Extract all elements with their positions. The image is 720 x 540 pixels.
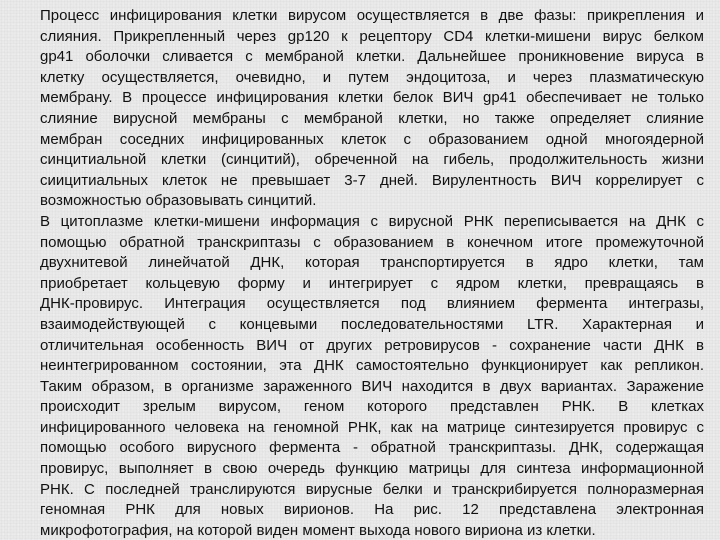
text-line: Таким образом, в организме зараженного ВИЧ находится в двух вариантах. Заражение [40, 377, 704, 395]
text-line: слияния. Прикрепленный через gp120 к рецептору CD4 клетки-мишени вирус белком [40, 27, 704, 45]
text-line: сиицитиальных клеток не превышает 3-7 дней. Вирулентность ВИЧ коррелирует с [40, 171, 704, 189]
text-line: РНК. С последней транслируются вирусные белки и транскрибируется полноразмерная [40, 480, 704, 498]
paragraph-infection-phases [40, 6, 704, 212]
text-line: синцитиальной клетки (синцитий), обреченной на гибель, продолжительность жизни [40, 151, 704, 169]
text-line: помощью особого вирусного фермента - обратной транскриптазы. ДНК, содержащая [40, 439, 704, 457]
text-line: gp41 оболочки сливается с мембраной клетки. Дальнейшее проникновение вируса в [40, 48, 704, 66]
text-line: инфицированного человека на геномной РНК, как на матрице синтезируется провирус с [40, 418, 704, 436]
text-body [40, 6, 704, 540]
text-line: взаимодействующей с концевыми последовательностями LTR. Характерная и [40, 315, 704, 333]
text-line: мембран соседних инфицированных клеток с образованием одной многоядерной [40, 130, 704, 148]
text-line: микрофотография, на которой виден момент выхода нового вириона из клетки. [40, 521, 596, 539]
text-line: отличительная особенность ВИЧ от других ретровирусов - сохранение части ДНК в [40, 336, 704, 354]
text-line: Процесс инфицирования клетки вирусом осуществляется в две фазы: прикрепления и [40, 7, 704, 24]
text-line: возможностью образовывать синцитий. [40, 192, 317, 210]
text-line: мембрану. В процессе инфицирования клетки белок ВИЧ gp41 обеспечивает не только [40, 89, 704, 107]
text-line: неинтегрированном состоянии, эта ДНК самостоятельно функционирует как репликон. [40, 357, 704, 375]
text-line: двухнитевой линейчатой ДНК, которая транспортируется в ядро клетки, там [40, 254, 704, 272]
text-line: ДНК-провирус. Интеграция осуществляется под влиянием фермента интегразы, [40, 295, 704, 313]
text-line: помощью обратной транскриптазы с образованием в конечном итоге промежуточной [40, 233, 704, 251]
text-line: геномная РНК для новых вирионов. На рис. 12 представлена электронная [40, 501, 704, 519]
text-line: провирус, выполняет в свою очередь функцию матрицы для синтеза информационной [40, 460, 704, 478]
paragraph-reverse-transcription [40, 212, 704, 540]
text-line: приобретает кольцевую форму и интегрирует с ядром клетки, превращаясь в [40, 274, 704, 292]
text-line: В цитоплазме клетки-мишени информация с вирусной РНК переписывается на ДНК с [40, 212, 704, 230]
text-line: клетку осуществляется, очевидно, и путем эндоцитоза, и через плазматическую [40, 68, 704, 86]
text-line: происходит зрелым вирусом, геном которого представлен РНК. В клетках [40, 398, 704, 416]
text-line: слияние вирусной мембраны с мембраной клетки, но также определяет слияние [40, 109, 704, 127]
